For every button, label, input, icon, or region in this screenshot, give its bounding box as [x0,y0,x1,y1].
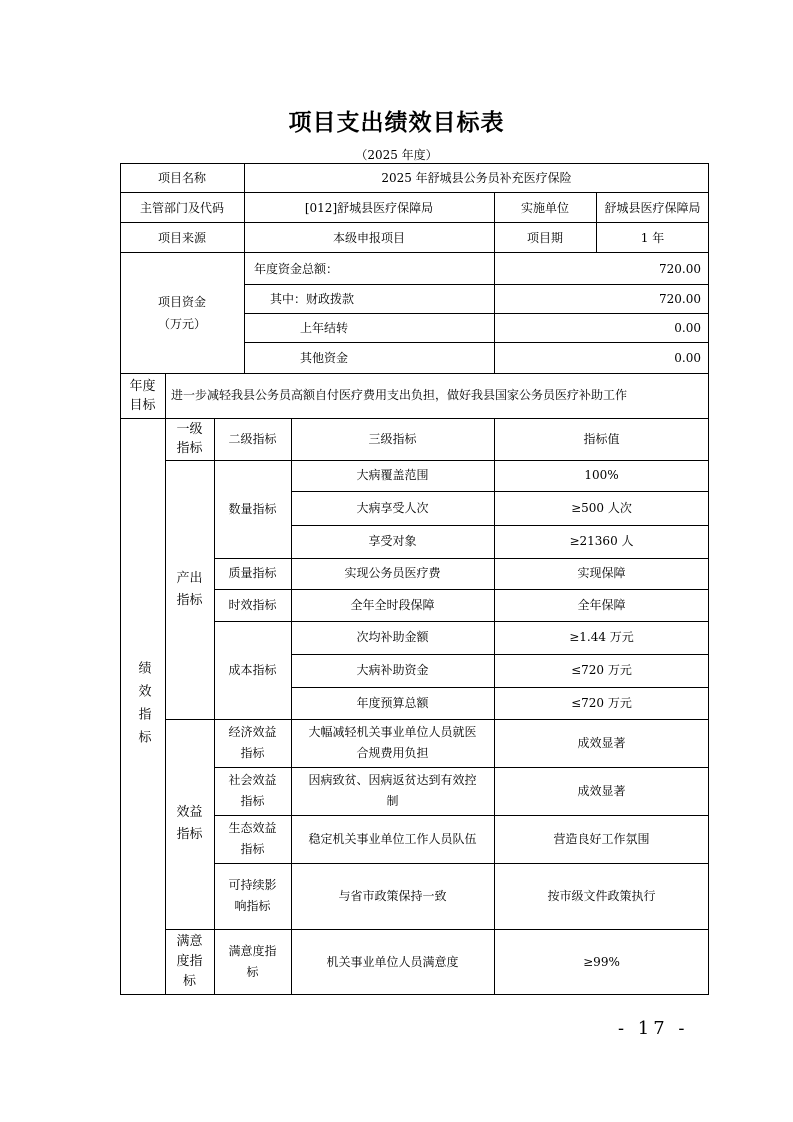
social-benefit-value: 成效显著 [577,783,626,798]
project-name-value: 2025 年舒城县公务员补充医疗保险 [381,170,572,185]
cost-row-2-value: ≤720 万元 [571,663,632,677]
quality-row-value: 实现保障 [577,566,626,580]
economic-benefit-label: 经济效益 指标 [228,725,277,760]
quantity-indicator-label: 数量指标 [228,501,277,516]
header-level2: 二级指标 [228,431,277,446]
annual-goal-text: 进一步减轻我县公务员高额自付医疗费用支出负担，做好我县国家公务员医疗补助工作 [171,388,628,402]
department-label: 主管部门及代码 [139,200,224,215]
quantity-row-2-name: 大病享受人次 [356,500,429,515]
funds-fiscal-label: 其中：财政拨款 [270,292,355,306]
funds-other-value: 0.00 [674,350,701,365]
funds-carryover-label: 上年结转 [300,321,349,335]
sustainable-impact-label: 可持续影 响指标 [228,878,277,913]
cost-row-2-name: 大病补助资金 [356,663,429,677]
performance-target-table [120,163,709,995]
economic-benefit-value: 成效显著 [577,735,626,750]
project-source-label: 项目来源 [157,230,206,245]
page-title: 项目支出绩效目标表 [288,109,505,136]
funds-carryover-value: 0.00 [674,321,701,335]
sustainable-impact-value: 按市级文件政策执行 [547,888,656,903]
time-row-value: 全年保障 [577,597,626,612]
cost-row-1-value: ≥1.44 万元 [569,630,634,644]
sustainable-impact-name: 与省市政策保持一致 [338,888,447,903]
implementing-unit-label: 实施单位 [520,200,569,215]
satisfaction-row-name: 机关事业单位人员满意度 [326,954,459,969]
performance-indicator-label [120,418,165,995]
department-value: [012]舒城县医疗保障局 [304,200,434,215]
social-benefit-label: 社会效益 指标 [228,773,277,808]
quantity-row-1-value: 100% [584,468,619,482]
fiscal-year: （2025 年度） [355,148,438,162]
ecological-benefit-label: 生态效益 指标 [228,821,277,856]
social-benefit-name: 因病致贫、因病返贫达到有效控 制 [308,773,477,808]
header-level3: 三级指标 [368,431,417,446]
funds-other-label: 其他资金 [300,350,349,365]
quality-indicator-label: 质量指标 [228,566,277,580]
satisfaction-row-value: ≥99% [583,954,620,969]
project-period-label: 项目期 [526,230,563,245]
economic-benefit-name: 大幅减轻机关事业单位人员就医 合规费用负担 [308,725,477,760]
annual-goal-label: 年度 目标 [129,378,156,413]
ecological-benefit-name: 稳定机关事业单位工作人员队伍 [308,831,477,846]
project-period-value: 1 年 [640,230,665,245]
header-value: 指标值 [583,431,620,446]
funds-total-label: 年度资金总额： [254,261,339,276]
quantity-row-2-value: ≥500 人次 [571,500,632,515]
funds-total-value: 720.00 [659,261,701,276]
satisfaction-sub-label: 满意度指 标 [228,944,277,979]
page-number: - 17 - [618,1018,689,1039]
satisfaction-indicator-label: 满意 度指 标 [176,934,203,989]
performance-indicator-text: 绩效指标 [135,660,151,753]
project-source-value: 本级申报项目 [332,230,405,245]
time-indicator-label: 时效指标 [228,597,277,612]
ecological-benefit-value: 营造良好工作氛围 [553,831,650,846]
cost-row-3-value: ≤720 万元 [571,695,632,710]
benefit-indicator-label: 效益 指标 [176,805,203,842]
funds-fiscal-value: 720.00 [659,292,701,306]
cost-row-1-name: 次均补助金额 [356,630,429,644]
project-funds-label: 项目资金 （万元） [157,295,206,331]
quantity-row-3-value: ≥21360 人 [569,534,634,548]
header-level1: 一级 指标 [176,422,203,456]
project-name-label: 项目名称 [157,170,206,185]
quantity-row-1-name: 大病覆盖范围 [356,468,429,482]
implementing-unit-value: 舒城县医疗保障局 [604,200,701,215]
cost-row-3-name: 年度预算总额 [356,695,429,710]
quantity-row-3-name: 享受对象 [368,534,417,548]
output-indicator-label: 产出 指标 [176,570,203,608]
cost-indicator-label: 成本指标 [228,662,277,677]
quality-row-name: 实现公务员医疗费 [344,566,441,580]
time-row-name: 全年全时段保障 [350,597,435,612]
